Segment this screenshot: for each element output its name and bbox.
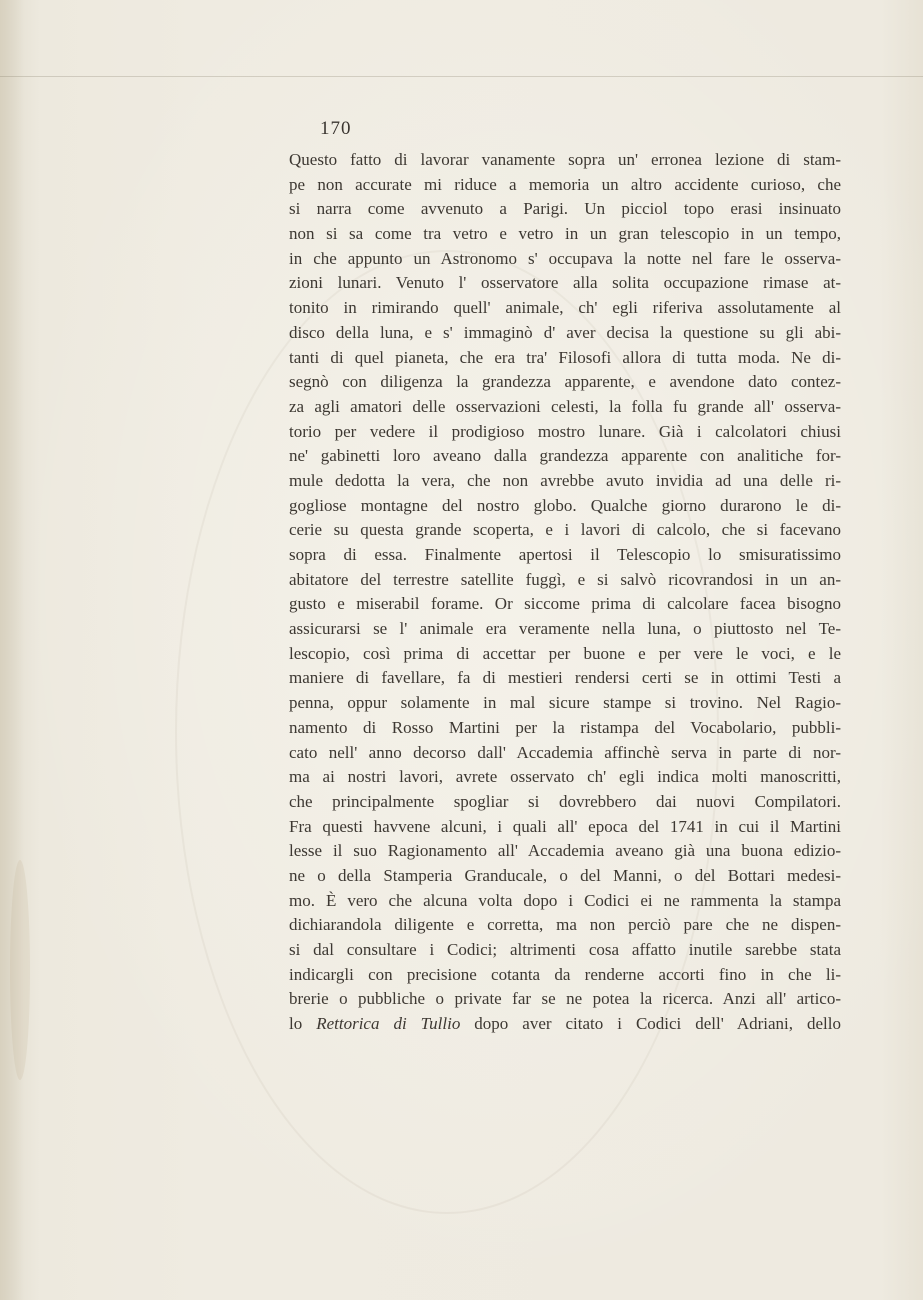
text-line: za agli amatori delle osservazioni celesti, la folla fu grande all' osserva-: [289, 396, 841, 416]
text-line: disco della luna, e s' immaginò d' aver decisa la questione su gli abi-: [289, 322, 841, 342]
text-line: ne' gabinetti loro aveano dalla grandezza apparente con analitiche for-: [289, 446, 841, 466]
page-number: 170: [320, 118, 352, 139]
text-line: tonito in rimirando quell' animale, ch' egli riferiva assolutamente al: [289, 298, 841, 318]
text-line: gogliose montagne del nostro globo. Qualche giorno durarono le di-: [289, 495, 841, 515]
text-line: brerie o pubbliche o private far se ne potea la ricerca. Anzi all' artico-: [289, 989, 841, 1009]
line-text-after: dopo aver citato i Codici dell' Adriani, dello: [460, 1014, 841, 1034]
text-line: dichiarandola diligente e corretta, ma non perciò pare che ne dispen-: [289, 915, 841, 935]
text-line: maniere di favellare, fa di mestieri rendersi certi se in ottimi Testi a: [289, 668, 841, 688]
text-line: ma ai nostri lavori, avrete osservato ch' egli indica molti manoscritti,: [289, 767, 841, 787]
text-line: non si sa come tra vetro e vetro in un gran telescopio in un tempo,: [289, 224, 841, 244]
text-line: namento di Rosso Martini per la ristampa del Vocabolario, pubbli-: [289, 717, 841, 737]
text-line: gusto e miserabil forame. Or siccome prima di calcolare facea bisogno: [289, 594, 841, 614]
text-line: in che appunto un Astronomo s' occupava la notte nel fare le osserva-: [289, 248, 841, 268]
paper-fold-line: [0, 76, 923, 77]
body-text: [289, 148, 841, 1037]
text-line: tanti di quel pianeta, che era tra' Filosofi allora di tutta moda. Ne di-: [289, 347, 841, 367]
paper-edge-shadow: [0, 0, 24, 1300]
text-line: zioni lunari. Venuto l' osservatore alla solita occupazione rimase at-: [289, 273, 841, 293]
text-line: mule dedotta la vera, che non avrebbe avuto invidia ad una delle ri-: [289, 470, 841, 490]
paper-stain: [10, 860, 30, 1080]
text-line: lescopio, così prima di accettar per buone e per vere le voci, e le: [289, 643, 841, 663]
text-line: Fra questi havvene alcuni, i quali all' epoca del 1741 in cui il Martini: [289, 816, 841, 836]
text-line: penna, oppur solamente in mal sicure stampe si trovino. Nel Ragio-: [289, 693, 841, 713]
text-line: Questo fatto di lavorar vanamente sopra un' erronea lezione di stam-: [289, 150, 841, 169]
text-line: indicargli con precisione cotanta da renderne accorti fino in che li-: [289, 964, 841, 984]
text-line: torio per vedere il prodigioso mostro lunare. Già i calcolatori chiusi: [289, 421, 841, 441]
italic-title: Rettorica di Tullio: [316, 1014, 461, 1034]
text-line: cato nell' anno decorso dall' Accademia affinchè serva in parte di nor-: [289, 742, 841, 762]
text-line: si dal consultare i Codici; altrimenti cosa affatto inutile sarebbe stata: [289, 940, 841, 959]
text-line: assicurarsi se l' animale era veramente nella luna, o piuttosto nel Te-: [289, 619, 841, 639]
text-line: che principalmente spogliar si dovrebbero dai nuovi Compilatori.: [289, 791, 841, 811]
text-line: lesse il suo Ragionamento all' Accademia aveano già una buona edizio-: [289, 841, 841, 861]
text-line: ne o della Stamperia Granducale, o del Manni, o del Bottari medesi-: [289, 865, 841, 885]
line-text-before: lo: [289, 1014, 317, 1034]
text-line: mo. È vero che alcuna volta dopo i Codici ei ne rammenta la stampa: [289, 890, 841, 910]
text-line: pe non accurate mi riduce a memoria un altro accidente curioso, che: [289, 174, 841, 194]
text-line: si narra come avvenuto a Parigi. Un picciol topo erasi insinuato: [289, 199, 841, 219]
text-line: abitatore del terrestre satellite fuggì, e si salvò ricovrandosi in un an-: [289, 569, 841, 589]
text-line-last: [289, 1012, 841, 1037]
text-line: segnò con diligenza la grandezza apparente, e avendone dato contez-: [289, 372, 841, 392]
text-line: cerie su questa grande scoperta, e i lavori di calcolo, che si facevano: [289, 520, 841, 540]
text-line: sopra di essa. Finalmente apertosi il Telescopio lo smisuratissimo: [289, 545, 841, 564]
